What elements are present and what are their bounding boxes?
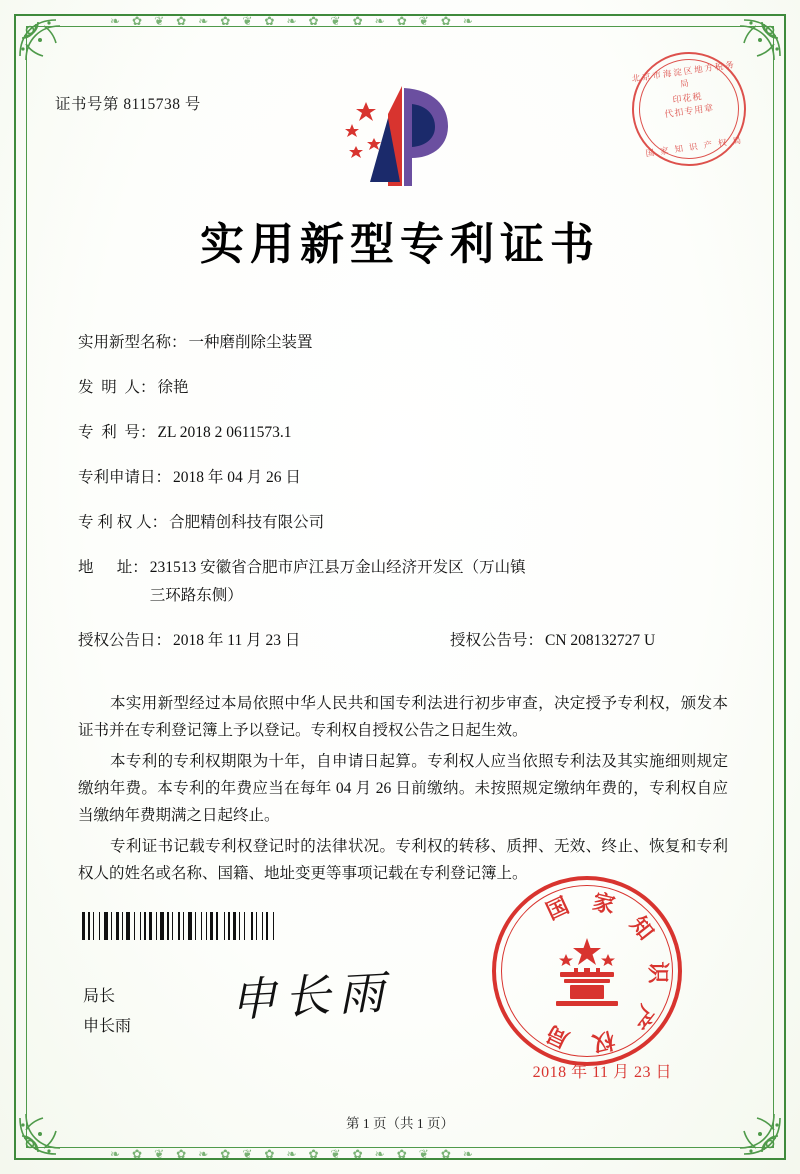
paragraph-1: 本实用新型经过本局依照中华人民共和国专利法进行初步审查，决定授予专利权，颁发本证书并在专利登记簿上予以登记。专利权自授权公告之日起生效。 xyxy=(78,695,728,739)
director-name: 申长雨 xyxy=(83,1018,132,1035)
barcode-bar xyxy=(160,912,164,940)
barcode-bar xyxy=(172,912,173,940)
field-label: 授权公告日： xyxy=(78,632,172,649)
barcode-bar xyxy=(228,912,230,940)
barcode-bar xyxy=(266,912,268,940)
field-value: ZL 2018 2 0611573.1 xyxy=(157,424,292,441)
field-label: 实用新型名称： xyxy=(78,334,187,351)
barcode-bar xyxy=(210,912,213,940)
barcode-bar xyxy=(195,912,196,940)
field-value: 一种磨削除尘装置 xyxy=(188,334,313,351)
barcode-bar xyxy=(251,912,253,940)
barcode-bar xyxy=(178,912,180,940)
paragraph-3: 专利证书记载专利权登记时的法律状况。专利权的转移、质押、无效、终止、恢复和专利权人的姓名或名称、国籍、地址变更等事项记载在专利登记簿上。 xyxy=(78,838,728,882)
barcode-bar xyxy=(140,912,141,940)
stamp-center-line-2: 代扣专用章 xyxy=(663,102,715,120)
barcode-bar xyxy=(93,912,94,940)
field-label: 专 利 权 人： xyxy=(78,514,168,531)
field-value: CN 208132727 U xyxy=(545,632,656,649)
barcode xyxy=(82,912,278,940)
seal-character: 国 xyxy=(541,892,573,925)
barcode-bar xyxy=(233,912,236,940)
seal-date: 2018 年 11 月 23 日 xyxy=(532,1064,672,1081)
barcode-bar xyxy=(149,912,152,940)
edge-ornament-top: ❧ ✿ ❦ ✿ ❧ ✿ ❦ ✿ ❧ ✿ ❦ ✿ ❧ ✿ ❦ ✿ ❧ xyxy=(110,14,475,28)
barcode-bar xyxy=(167,912,169,940)
barcode-bar xyxy=(201,912,202,940)
barcode-bar xyxy=(111,912,112,940)
address-line-2: 三环路东侧） xyxy=(149,587,243,604)
director-handwritten-signature: 申长雨 xyxy=(228,966,394,1027)
seal-character: 权 xyxy=(589,1026,617,1057)
barcode-bar xyxy=(244,912,245,940)
barcode-bar xyxy=(82,912,85,940)
field-value: 2018 年 04 月 26 日 xyxy=(173,469,301,486)
field-label: 专利申请日： xyxy=(78,469,172,486)
cnipa-logo xyxy=(330,78,470,193)
barcode-bar xyxy=(122,912,123,940)
national-emblem-icon xyxy=(544,928,630,1014)
barcode-bar xyxy=(88,912,90,940)
field-value: 徐艳 xyxy=(157,379,189,396)
address-line-1: 231513 安徽省合肥市庐江县万金山经济开发区（万山镇 xyxy=(149,559,526,576)
barcode-bar xyxy=(206,912,207,940)
barcode-bar xyxy=(99,912,100,940)
signature-block xyxy=(83,982,131,1042)
barcode-bar xyxy=(126,912,130,940)
grant-date-group xyxy=(78,630,450,652)
field-value: 合肥精创科技有限公司 xyxy=(169,514,325,531)
page-footer: 第 1 页（共 1 页） xyxy=(346,1116,454,1131)
seal-character: 局 xyxy=(541,1020,573,1053)
grant-number-group xyxy=(450,630,655,652)
edge-ornament-bottom: ❧ ✿ ❦ ✿ ❧ ✿ ❦ ✿ ❧ ✿ ❦ ✿ ❧ ✿ ❦ ✿ ❧ xyxy=(110,1147,475,1161)
field-row-patentee xyxy=(78,512,730,534)
barcode-bar xyxy=(256,912,257,940)
seal-character: 知 xyxy=(626,912,660,945)
field-label: 地 址： xyxy=(78,559,148,576)
field-row-application-date xyxy=(78,467,730,489)
field-row-utility-model-name xyxy=(78,332,730,354)
director-role-label: 局长 xyxy=(83,988,116,1005)
barcode-bar xyxy=(183,912,184,940)
paragraph-2: 本专利的专利权期限为十年，自申请日起算。专利权人应当依照专利法及其实施细则规定缴纳年费。本专利的年费应当在每年 04 月 26 日前缴纳。未按照规定缴纳年费的，专利权自应当缴纳年费期满之日起终止。 xyxy=(78,753,728,824)
seal-character: 识 xyxy=(645,961,671,984)
barcode-bar xyxy=(134,912,135,940)
barcode-bar xyxy=(239,912,240,940)
field-value xyxy=(150,557,730,607)
stamp-arc-bottom: 国 家 知 识 产 权 局 xyxy=(644,134,744,159)
seal-character: 家 xyxy=(589,888,617,919)
barcode-bar xyxy=(156,912,157,940)
stamp-center-line-1: 印花税 xyxy=(671,91,704,106)
page-title: 实用新型专利证书 xyxy=(200,220,600,269)
field-row-grant-announcement xyxy=(78,630,730,652)
barcode-bar xyxy=(116,912,119,940)
seal-character: 产 xyxy=(626,1000,660,1033)
field-label: 专 利 号： xyxy=(78,424,156,441)
field-row-patent-number xyxy=(78,422,730,444)
field-value: 2018 年 11 月 23 日 xyxy=(173,632,301,649)
field-row-address xyxy=(78,557,730,607)
barcode-bar xyxy=(273,912,274,940)
field-row-inventor xyxy=(78,377,730,399)
barcode-bar xyxy=(224,912,225,940)
barcode-bar xyxy=(104,912,108,940)
stamp-arc-top: 北京市海淀区地方税务局 xyxy=(631,59,737,89)
barcode-bar xyxy=(216,912,218,940)
certificate-number: 证书号第 8115738 号 xyxy=(55,96,201,113)
legal-text-block xyxy=(78,690,728,891)
barcode-bar xyxy=(144,912,146,940)
field-label: 发 明 人： xyxy=(78,379,156,396)
field-label: 授权公告号： xyxy=(450,632,544,649)
barcode-bar xyxy=(262,912,263,940)
barcode-bar xyxy=(188,912,192,940)
official-cnipa-seal xyxy=(492,876,682,1066)
field-list xyxy=(78,332,730,672)
